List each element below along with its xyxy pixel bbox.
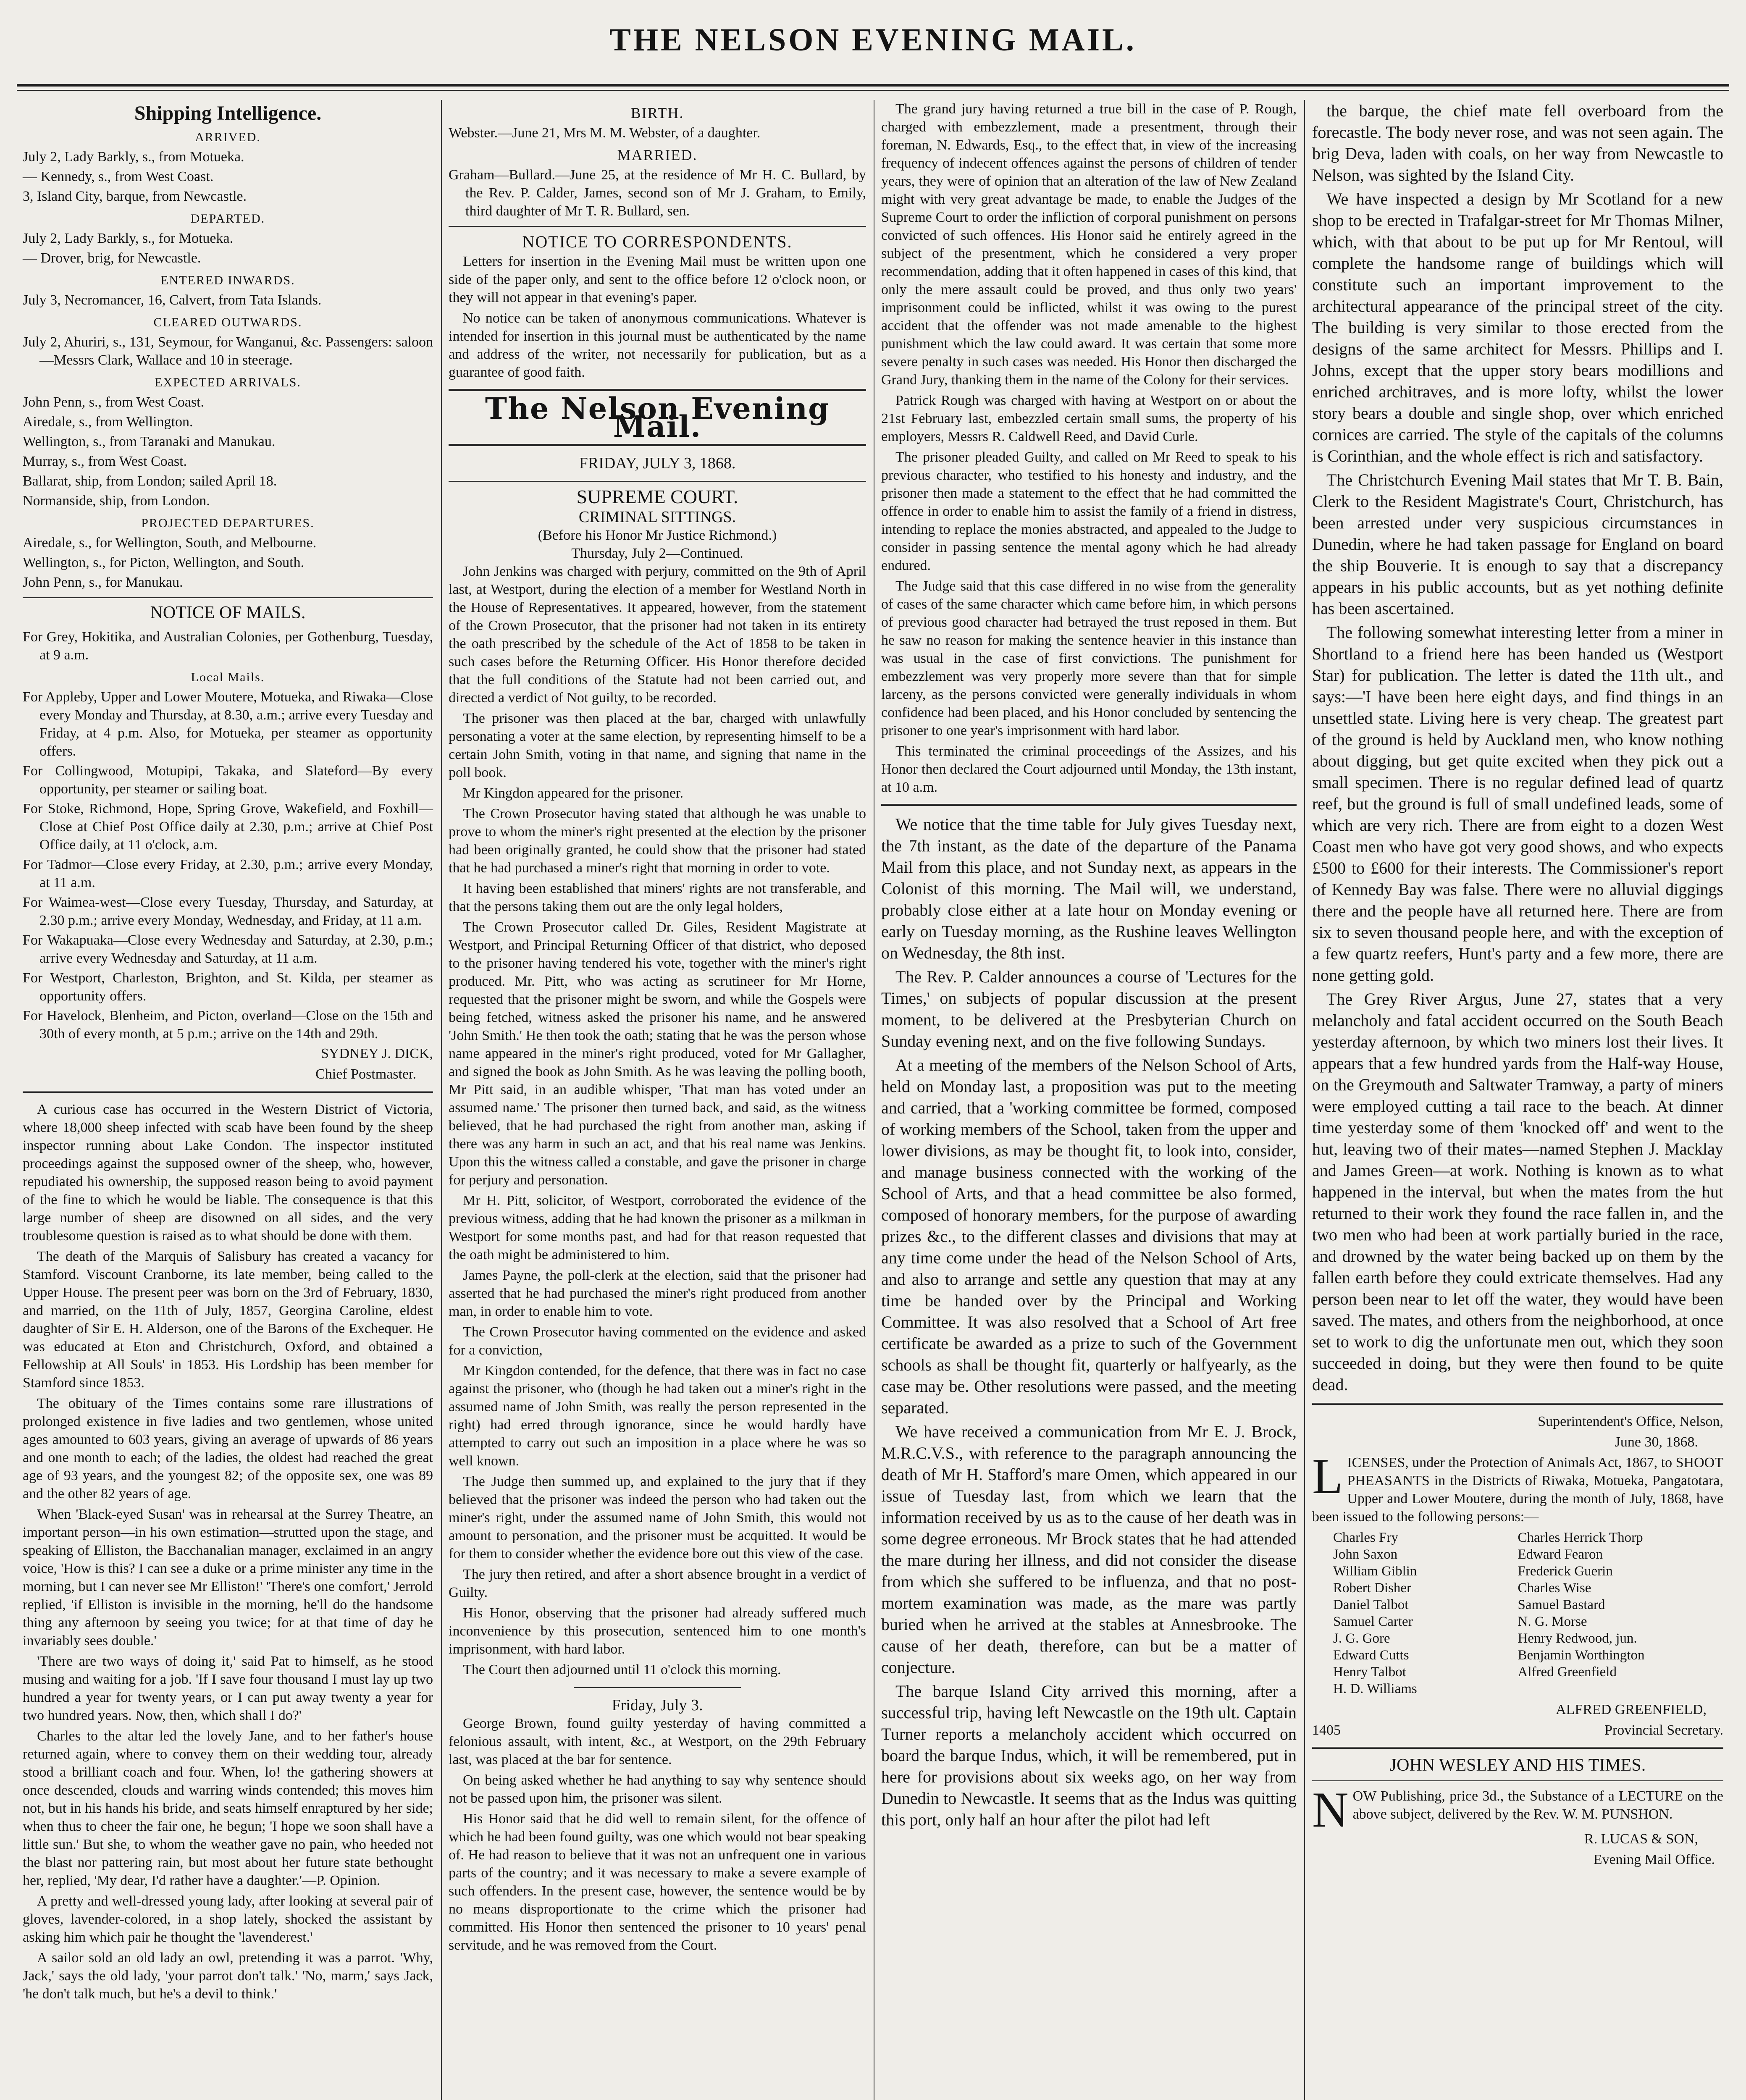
newspaper-title: THE NELSON EVENING MAIL. — [609, 22, 1137, 58]
col4-paragraphs — [1312, 100, 1723, 1395]
licensee-name: Frederick Guerin — [1518, 1564, 1613, 1579]
mails-foreign: For Grey, Hokitika, and Australian Colonies, per Gothenburg, Tuesday, at 9 a.m. — [23, 629, 433, 663]
licensee-name: Samuel Bastard — [1518, 1597, 1605, 1612]
local-mail-item: For Tadmor—Close every Friday, at 2.30, p.m.; arrive every Monday, at 11 a.m. — [23, 857, 433, 890]
col1-paragraphs — [23, 1100, 433, 2003]
projected-item: Airedale, s., for Wellington, South, and Melbourne. — [23, 535, 317, 551]
court-paragraph: This terminated the criminal proceedings of the Assizes, and his Honor then declared the Court adjourned until Monday, the 13th instant, at 10 a.m. — [881, 743, 1297, 795]
local-mail-item: For Collingwood, Motupipi, Takaka, and Slateford—By every opportunity, per steamer or sailing boat. — [23, 763, 433, 797]
cleared-list — [23, 333, 433, 369]
expected-list — [23, 393, 433, 510]
local-mail-item: For Appleby, Upper and Lower Moutere, Motueka, and Riwaka—Close every Monday and Thursday, at 8.30, a.m.; arrive every Tuesday and Friday, at 4 p.m. Also, for Motueka, per steamer as opportunity offers. — [23, 689, 433, 759]
local-mail-item: For Westport, Charleston, Brighton, and St. Kilda, per steamer as opportunity offers. — [23, 970, 433, 1004]
article-paragraph: When 'Black-eyed Susan' was in rehearsal at the Surrey Theatre, an important person—in his own estimation—strutted upon the stage, and speaking of Elliston, the Bacchanalian manager, exclaimed in an angry voice, 'How is this? I can see a duke or a prime minister any time in the morning, but I can never see Mr Elliston!' 'There's one comfort,' Jerrold replied, 'if Elliston is invisible in the morning, he'll do the handsome thing any afternoon by seeing you twice; for at that time of day he invariably sees double.' — [23, 1507, 433, 1648]
mails-heading: NOTICE OF MAILS. — [150, 603, 306, 622]
court-paragraph: The grand jury having returned a true bill in the case of P. Rough, charged with embezzlement, made a presentment, through their foreman, N. Edwards, Esq., to the effect that, in view of the increasing frequency of indecent offences against the persons of children of tender years, they were of opinion that an alteration of the law of New Zealand might with very great advantage be made, to enable the Judges of the Supreme Court to order the infliction of corporal punishment on persons convicted of such offences. His Honor said he entirely agreed in the subject of the presentment, which he considered a very proper recommendation, adding that it often happened in cases of this kind, that only the mere assault could be proved, and thus only two years' imprisonment could be inflicted, whilst it was owing to the purest accident that the offender was not made amenable to the highest punishment which the law could award. It was certain that some more severe penalty in such cases was needed. His Honor then discharged the Grand Jury, thanking them in the name of the Colony for their services. — [881, 101, 1297, 388]
local-mail-item: For Wakapuaka—Close every Wednesday and Saturday, at 2.30, p.m.; arrive every Wednesday and Saturday, at 11 a.m. — [23, 932, 433, 966]
col3-news-paragraphs — [881, 814, 1297, 1830]
news-paragraph: The Rev. P. Calder announces a course of 'Lectures for the Times,' on subjects of popular discussion at the present moment, to be delivered at the Presbyterian Church on Sunday evening next, and on the five following Sundays. — [881, 967, 1297, 1050]
departed-list — [23, 229, 433, 267]
correspondents-heading: NOTICE TO CORRESPONDENTS. — [522, 232, 793, 251]
column-divider — [441, 100, 442, 2100]
local-mail-item: For Stoke, Richmond, Hope, Spring Grove, Wakefield, and Foxhill—Close at Chief Post Office daily at 2.30, p.m.; arrive at Chief Post Office daily, at 11 o'clock, a.m. — [23, 801, 433, 853]
projected-item: John Penn, s., for Manukau. — [23, 575, 183, 590]
expected-item: John Penn, s., from West Coast. — [23, 394, 205, 410]
licensee-name: John Saxon — [1333, 1547, 1398, 1562]
court-subheading: CRIMINAL SITTINGS. — [578, 508, 736, 526]
court-paragraph: His Honor, observing that the prisoner had already suffered much inconvenience by this prosecution, sentenced him to one month's imprisonment, with hard labor. — [449, 1605, 866, 1657]
licensee-name: Charles Wise — [1518, 1580, 1591, 1596]
licensee-name: Charles Fry — [1333, 1530, 1398, 1545]
column-1 — [17, 100, 439, 2100]
licensee-name: Edward Cutts — [1333, 1648, 1409, 1663]
notice-paragraph: No notice can be taken of anonymous communications. Whatever is intended for insertion in this journal must be authenticated by the name and address of the writer, not necessarily for publication, but as a guarantee of good faith. — [449, 310, 866, 380]
birth-notice: Webster.—June 21, Mrs M. M. Webster, of a daughter. — [449, 125, 761, 141]
entered-item: July 3, Necromancer, 16, Calvert, from Tata Islands. — [23, 292, 322, 308]
divider — [449, 444, 866, 446]
divider — [1312, 1403, 1723, 1405]
divider — [449, 226, 866, 227]
column-4 — [1306, 100, 1729, 2100]
arrived-item: 3, Island City, barque, from Newcastle. — [23, 189, 247, 204]
masthead — [17, 13, 1729, 92]
expected-item: Airedale, s., from Wellington. — [23, 414, 193, 430]
column-2 — [443, 100, 872, 2100]
court-paragraph: John Jenkins was charged with perjury, committed on the 9th of April last, at Westport, during the election of a member for Westland North in the House of Representatives. It appeared, however, from the statement of the Crown Prosecutor, that the prisoner had not taken in its entirety the oath prescribed by the schedule of the Act of 1858 to be taken in such cases before the Returning Officer. His Honor therefore decided that the full conditions of the Statute had not been carried out, and directed a verdict of Not guilty, to be recorded. — [449, 564, 866, 706]
arrived-item: July 2, Lady Barkly, s., from Motueka. — [23, 149, 244, 165]
postmaster-name: SYDNEY J. DICK, — [321, 1046, 433, 1061]
expected-heading: EXPECTED ARRIVALS. — [155, 375, 301, 389]
divider — [449, 481, 866, 482]
news-paragraph: We have inspected a design by Mr Scotland for a new shop to be erected in Trafalgar-street for Mr Thomas Milner, which, with that about to be put up for Mr Rentoul, will complete the handsome range of buildings which will constitute such an important improvement to the architectural appearance of the principal street of the city. The building is very similar to those erected from the designs of the same architect for Messrs. Phillips and I. Johns, except that the upper story bears modillions and enriched architraves, and is more lofty, whilst the lower story bears a double and single shop, over which enriched cornices are carried. The style of the capitals of the columns is Corinthian, and the whole effect is rich and satisfactory. — [1312, 189, 1723, 465]
projected-list — [23, 534, 433, 591]
licensee-name: Henry Redwood, jun. — [1518, 1631, 1637, 1646]
friday-paragraph: His Honor said that he did well to remain silent, for the offence of which he had been found guilty, was one which would not bear speaking of. He had reason to believe that it was not an unfrequent one in various parts of the country; and it was necessary to make a severe example of such offenders. In the present case, however, the sentence would be by no means disproportionate to the crime which the prisoner had committed. His Honor then sentenced the prisoner to 10 years' penal servitude, and he was removed from the Court. — [449, 1811, 866, 1953]
licensee-name: J. G. Gore — [1333, 1631, 1390, 1646]
court-paragraph: The jury then retired, and after a short absence brought in a verdict of Guilty. — [449, 1567, 866, 1600]
news-paragraph: the barque, the chief mate fell overboard from the forecastle. The body never rose, and was not seen again. The brig Deva, laden with coals, on her way from Newcastle to Nelson, was sighted by the Island City. — [1312, 101, 1723, 184]
court-heading: SUPREME COURT. — [576, 486, 738, 507]
licensee-name: Daniel Talbot — [1333, 1597, 1409, 1612]
article-paragraph: A curious case has occurred in the Western District of Victoria, where 18,000 sheep infected with scab have been found by the sheep inspector running about Lake Condon. The inspector instituted proceedings against the supposed owner of the sheep, who, however, repudiated his ownership, the supposed reason being to avoid payment of the fine to which he would be liable. The consequence is that this large number of sheep are disowned on all sides, and the very troublesome question is raised as to what should be done with them. — [23, 1102, 433, 1244]
court-paragraph: Patrick Rough was charged with having at Westport on or about the 21st February last, embezzled certain small sums, the property of his employers, Messrs R. Caldwell Reed, and David Curle. — [881, 393, 1297, 444]
court-paragraph: Mr Kingdon contended, for the defence, that there was in fact no case against the prisoner, who (though he had taken out a miner's right in the assumed name of John Smith, was really the person represented in the right) had erred through ignorance, since he would hardly have attempted to carry out such an imposition in a place where he was so well known. — [449, 1363, 866, 1469]
birth-heading: BIRTH. — [630, 105, 684, 121]
divider — [1312, 1780, 1723, 1781]
wesley-ad-office: Evening Mail Office. — [1593, 1852, 1715, 1867]
court-paragraph: The Judge said that this case differed in no wise from the generality of cases of the same character which came before him, in which persons of previous good character had betrayed the trust reposed in them. But he saw no reason for making the sentence heavier in this instance than was usual in the case of first convictions. The punishment for embezzlement was very properly more severe than that for simple larceny, as the persons convicted were generally individuals in whom confidence had been placed, and his Honor concluded by sentencing the prisoner to one year's imprisonment with hard labor. — [881, 578, 1297, 738]
article-paragraph: The death of the Marquis of Salisbury has created a vacancy for Stamford. Viscount Cranborne, its late member, being called to the Upper House. The present peer was born on the 3rd of February, 1830, and married, on the 11th of July, 1857, Georgina Caroline, eldest daughter of Sir E. H. Alderson, one of the Barons of the Exchequer. He was educated at Eton and Christchurch, Oxford, and obtained a Fellowship at All Souls' in 1853. His Lordship has been member for Stamford since 1853. — [23, 1249, 433, 1391]
court-paragraph: The Crown Prosecutor called Dr. Giles, Resident Magistrate at Westport, and Principal Returning Officer of that district, who deposed to the prisoner having tendered his vote, together with the miner's right produced. Mr. Pitt, who was acting as scrutineer for Mr Horne, requested that the prisoner might be sworn, and while the Gospels were being fetched, witness asked the prisoner his name, and he answered 'John Smith.' He then took the oath; stating that he was the person whose name appeared in the miner's right produced, voted for Mr Gallagher, and signed the book as John Smith. As he was leaving the polling booth, Mr Pitt said, in an audible whisper, 'That man has voted under an assumed name.' The prisoner then turned back, and said, as the witness believed, that he had purchased the right from another man, asking if there was any harm in such an act, and that his real name was Jenkins. Upon this the witness called a constable, and gave the prisoner in charge for perjury and personation. — [449, 919, 866, 1188]
entered-heading: ENTERED INWARDS. — [160, 273, 295, 287]
divider — [23, 1091, 433, 1093]
friday-heading: Friday, July 3. — [612, 1696, 703, 1714]
ad-office: Superintendent's Office, Nelson, — [1538, 1414, 1723, 1429]
departed-item: July 2, Lady Barkly, s., for Motueka. — [23, 231, 234, 246]
ad-text: ICENSES, under the Protection of Animals Act, 1867, to SHOOT PHEASANTS in the Districts of Riwaka, Motueka, Pangatotara, Upper and Lower Moutere, during the month of July, 1868, have been issued to the following persons:— — [1312, 1455, 1723, 1525]
article-paragraph: 'There are two ways of doing it,' said Pat to himself, as he stood musing and waiting for a job. 'If I save four thousand I must lay up two hundred a year for twenty years, or I can put away twenty a year for two hundred years. Now, then, which shall I do?' — [23, 1654, 433, 1723]
licensee-name: Henry Talbot — [1333, 1664, 1406, 1680]
friday-paragraph: George Brown, found guilty yesterday of having committed a felonious assault, with intent, &c., at Westport, on the 29th February last, was placed at the bar for sentence. — [449, 1716, 866, 1767]
ad-signature-title: Provincial Secretary. — [1604, 1722, 1723, 1738]
news-paragraph: We have received a communication from Mr E. J. Brock, M.R.C.V.S., with reference to the paragraph announcing the death of Mr H. Stafford's mare Omen, which appeared in our issue of Tuesday last, from which we learn that the information received by us as to the cause of her death was in some degree erroneous. Mr Brock states that he had attended the mare during her illness, and did not consider the disease from which she suffered to be influenza, and that no post-mortem examination was made, as the mare was partly buried when he arrived at the stables at Annesbrooke. The cause of her death, therefore, can but be a matter of conjecture. — [881, 1422, 1297, 1677]
local-mails-list — [23, 688, 433, 1043]
ad-date: June 30, 1868. — [1615, 1434, 1698, 1450]
court-paragraph: The Court then adjourned until 11 o'clock this morning. — [463, 1662, 781, 1677]
cleared-item: July 2, Ahuriri, s., 131, Seymour, for Wanganui, &c. Passengers: saloon—Messrs Clark, Wallace and 10 in steerage. — [23, 334, 433, 368]
expected-item: Murray, s., from West Coast. — [23, 454, 187, 469]
paper-title: The Nelson Evening Mail. — [485, 391, 830, 444]
wesley-ad-text: OW Publishing, price 3d., the Substance of a LECTURE on the above subject, delivered by the Rev. W. M. PUNSHON. — [1352, 1788, 1723, 1822]
licensee-name: Robert Disher — [1333, 1580, 1412, 1596]
divider — [881, 804, 1297, 806]
married-heading: MARRIED. — [617, 147, 698, 163]
column-divider — [1304, 100, 1305, 2100]
news-paragraph: We notice that the time table for July gives Tuesday next, the 7th instant, as the date of the departure of the Panama Mail from this place, and not Sunday next, as appears in the Colonist of this morning. The Mail will, we understand, probably close either at a late hour on Monday evening or early on Tuesday morning, as the Rushine leaves Wellington on Wednesday, the 8th inst. — [881, 815, 1297, 962]
local-mail-item: For Havelock, Blenheim, and Picton, overland—Close on the 15th and 30th of every month, at 5 p.m.; arrive on the 14th and 29th. — [23, 1008, 433, 1042]
dateline: FRIDAY, JULY 3, 1868. — [579, 454, 736, 472]
entered-list — [23, 291, 433, 309]
court-paragraph: James Payne, the poll-clerk at the election, said that the prisoner had asserted that he had purchased the miner's right produced from another man, in order to enable him to vote. — [449, 1268, 866, 1319]
projected-item: Wellington, s., for Picton, Wellington, and South. — [23, 555, 305, 570]
ad-dropcap: L — [1312, 1448, 1343, 1504]
licensee-name: H. D. Williams — [1333, 1681, 1417, 1696]
cleared-heading: CLEARED OUTWARDS. — [153, 315, 302, 329]
court-paragraph: The Judge then summed up, and explained to the jury that if they believed that the prisoner was indeed the person who had taken out the miner's right, under the assumed name of John Smith, this would not amount to personation, and the prisoner must be acquitted. It would be for them to consider whether the evidence bore out this view of the case. — [449, 1474, 866, 1562]
licensee-name: Benjamin Worthington — [1518, 1648, 1645, 1663]
article-paragraph: A sailor sold an old lady an owl, pretending it was a parrot. 'Why, Jack,' says the old lady, 'your parrot don't talk.' 'No, marm,' says Jack, 'he don't talk much, but he's a devil to think.' — [23, 1950, 433, 2002]
shipping-heading: Shipping Intelligence. — [134, 102, 322, 124]
licensee-name: Edward Fearon — [1518, 1547, 1603, 1562]
court-paragraph: The Crown Prosecutor having commented on the evidence and asked for a conviction, — [449, 1324, 866, 1358]
departed-item: — Drover, brig, for Newcastle. — [23, 250, 201, 266]
news-paragraph: The following somewhat interesting letter from a miner in Shortland to a friend here has been handed us (Westport Star) for publication. The letter is dated the 11th ult., and says:—'I have been here eight days, and find things in an unsettled state. Living here is very cheap. The greatest part of the ground is held by Auckland men, who know nothing about digging, but get quite excited when they pick out a small specimen. There is no regular defined lead of quartz reef, but the ground is full of small undefined leads, some of which are very rich. There are from eight to a dozen West Coast men who have got very good shows, and who expects £500 to £600 for their interests. The Commissioner's report of Kennedy Bay was false. There were no alluvial diggings there and the people have all returned here. There are from six to seven thousand people here, and with the exception of a few quartz reefers, Hunt's party and a few more, there are none getting gold. — [1312, 623, 1723, 984]
court-paragraph: The prisoner pleaded Guilty, and called on Mr Reed to speak to his previous character, who testified to his honesty and industry, and the prisoner then made a statement to the effect that he had committed the offence in order to enable him to assist the family of a friend in distress, intending to replace the monies abstracted, and appealed to the Judge to consider in passing sentence the mental agony which he had already endured. — [881, 449, 1297, 573]
licensee-names — [1312, 1529, 1723, 1697]
column-3 — [875, 100, 1302, 2100]
court-paragraph: Mr H. Pitt, solicitor, of Westport, corroborated the evidence of the previous witness, adding that he had known the prisoner as a milkman in Westport for some months past, and had for that reason requested that the oath might be administered to him. — [449, 1193, 866, 1263]
expected-item: Ballarat, ship, from London; sailed April 18. — [23, 473, 277, 489]
court-paragraph: Mr Kingdon appeared for the prisoner. — [463, 785, 683, 801]
divider — [574, 1687, 741, 1688]
news-paragraph: The barque Island City arrived this morning, after a successful trip, having left Newcastle on the 19th ult. Captain Turner reports a melancholy accident which occurred on board the barque Indus, which, it will be remembered, put in here for provisions about six weeks ago, on her way from Dunedin to Newcastle. It seems that as the Indus was quitting this port, only half an hour after the pilot had left — [881, 1682, 1297, 1829]
wesley-ad-title: JOHN WESLEY AND HIS TIMES. — [1389, 1756, 1646, 1775]
married-notice: Graham—Bullard.—June 25, at the residence of Mr H. C. Bullard, by the Rev. P. Calder, James, second son of Mr J. Graham, to Emily, third daughter of Mr T. R. Bullard, sen. — [449, 167, 866, 219]
postmaster-title: Chief Postmaster. — [315, 1066, 416, 1082]
local-mail-item: For Waimea-west—Close every Tuesday, Thursday, and Saturday, at 2.30 p.m.; arrive every Monday, Wednesday, and Friday, at 11 a.m. — [23, 895, 433, 928]
article-paragraph: The obituary of the Times contains some rare illustrations of prolonged existence in five ladies and two gentlemen, whose united ages amounted to 603 years, giving an average of upwards of 86 years and one month to each; of the ladies, the oldest had reached the great age of 93 years, and the youngest 82; of the opposite sex, one was 89 and the other 82 years of age. — [23, 1396, 433, 1502]
ad-number: 1405 — [1312, 1722, 1341, 1738]
article-paragraph: A pretty and well-dressed young lady, after looking at several pair of gloves, lavender-colored, in a shop lately, shocked the assistant by asking him which pair he thought the 'lavenderest.' — [23, 1893, 433, 1945]
expected-item: Normanside, ship, from London. — [23, 493, 210, 509]
divider — [23, 597, 433, 598]
divider — [1312, 1747, 1723, 1749]
col3-top-paragraphs — [881, 100, 1297, 796]
licensee-name: Samuel Carter — [1333, 1614, 1413, 1629]
expected-item: Wellington, s., from Taranaki and Manukau. — [23, 434, 276, 449]
news-paragraph: At a meeting of the members of the Nelson School of Arts, held on Monday last, a proposition was put to the meeting and carried, that a 'working committee be formed, composed of working members of the School, taken from the upper and lower divisions, as may be thought fit, to look into, consider, and manage business connected with the working of the School of Arts, and that a head committee be also formed, composed of honorary members, for the purpose of awarding prizes &c., to the different classes and divisions that may at any time come under the head of the Nelson School of Arts, and also to arrange and settle any question that may at any time be handed over by the Principal and Working Committee. It was also resolved that a School of Art free certificate be awarded as a prize to such of the Government schools as shall be thought fit, quarterly or halfyearly, as the case may be. Other resolutions were passed, and the meeting separated. — [881, 1055, 1297, 1417]
departed-heading: DEPARTED. — [190, 212, 265, 226]
court-paragraph: The Crown Prosecutor having stated that although he was unable to prove to whom the miner's right presented at the election by the prisoner had been originally granted, he could show that the prisoner had stated that he had purchased a miner's right that morning in order to vote. — [449, 806, 866, 876]
news-paragraph: The Grey River Argus, June 27, states that a very melancholy and fatal accident occurred on the South Beach yesterday afternoon, by which two miners lost their lives. It appears that a few hundred yards from the Half-way House, on the Greymouth and Saltwater Tramway, a party of miners were employed cutting a tail race to the beach. At dinner time yesterday some of them 'knocked off' and went to the hut, leaving two of their mates—named Stephen J. Macklay and James Green—at work. Nothing is known as to what happened in the interval, but when the mates from the hut returned to their work they found the race fallen in, and the two men who had been at work partially buried in the race, and drowned by the water being backed up on them by the fallen earth before they could extricate themselves. Had any person been near to let off the water, they would have been saved. The mates, and others from the neighborhood, at once set to work to dig the unfortunate men out, which they soon succeeded in doing, but they were then found to be quite dead. — [1312, 990, 1723, 1394]
local-mails-heading: Local Mails. — [191, 670, 265, 684]
court-paragraphs — [449, 562, 866, 1679]
licensee-name: Alfred Greenfield — [1518, 1664, 1617, 1680]
licensee-name: William Giblin — [1333, 1564, 1417, 1579]
arrived-heading: ARRIVED. — [195, 130, 261, 144]
licensee-name — [1518, 1680, 1703, 1697]
court-paragraph: The prisoner was then placed at the bar, charged with unlawfully personating a voter at the same election, by representing himself to be a certain John Smith, voting in that name, and signing that name in the poll book. — [449, 711, 866, 780]
licenses-advert — [1312, 1412, 1723, 1739]
friday-paragraphs — [449, 1714, 866, 1954]
arrived-list — [23, 148, 433, 205]
wesley-ad-dropcap: N — [1312, 1782, 1349, 1838]
masthead-rule — [17, 84, 1729, 91]
court-judge: (Before his Honor Mr Justice Richmond.) — [538, 528, 777, 543]
licensee-name: N. G. Morse — [1518, 1614, 1587, 1629]
licensee-name: Charles Herrick Thorp — [1518, 1530, 1643, 1545]
court-paragraph: It having been established that miners' rights are not transferable, and that the persons taking them out are the only legal holders, — [449, 881, 866, 914]
notice-paragraph: Letters for insertion in the Evening Mail must be written upon one side of the paper only, and sent to the office before 12 o'clock noon, or they will not appear in that evening's paper. — [449, 254, 866, 305]
arrived-item: — Kennedy, s., from West Coast. — [23, 169, 214, 184]
court-date: Thursday, July 2—Continued. — [571, 546, 743, 561]
wesley-ad-publisher: R. LUCAS & SON, — [1584, 1831, 1698, 1847]
ad-signature: ALFRED GREENFIELD, — [1556, 1702, 1707, 1717]
article-paragraph: Charles to the altar led the lovely Jane, and to her father's house returned again, where to convey them on their wedding tour, already stood a brilliant coach and four. When, lo! the gathering showers at once descended, clouds and warring winds contended; this moves him not, but in his hands his bride, and seats himself enraptured by her side; when thus to cheer the fair one, he begun; 'I hope we soon shall have a little sun.' But she, to whom the weather gave no pain, who heeded not the blast nor pattering rain, but most about her future state bethought her, replied, 'My dear, I'd rather have a daughter.'—P. Opinion. — [23, 1728, 433, 1888]
friday-paragraph: On being asked whether he had anything to say why sentence should not be passed upon him, the prisoner was silent. — [449, 1772, 866, 1806]
correspondents-notice — [449, 252, 866, 381]
projected-heading: PROJECTED DEPARTURES. — [141, 516, 315, 530]
news-paragraph: The Christchurch Evening Mail states that Mr T. B. Bain, Clerk to the Resident Magistrate's Court, Christchurch, has been arrested under very suspicious circumstances in Dunedin, where he had taken passage for England on board the ship Bouverie. It is enough to say that a discrepancy appears in his public accounts, but as yet nothing definite has been ascertained. — [1312, 470, 1723, 618]
